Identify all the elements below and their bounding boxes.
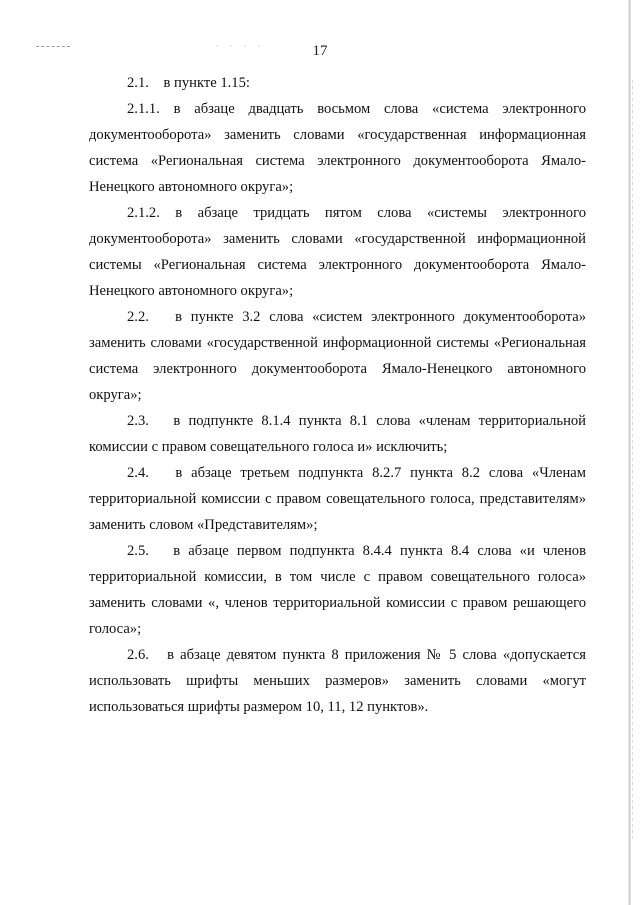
paragraph-2-1-1: 2.1.1. в абзаце двадцать восьмом слова «система электронного документооборота» заменить словами «государственная информационная система «Региональная система электронного документооборота Ямало-Ненецкого автономного округа»; [89,101,586,195]
paragraph-2-1: 2.1. в пункте 1.15: [127,75,250,91]
paragraph-2-1-2: 2.1.2. в абзаце тридцать пятом слова «системы электронного документооборота» заменить словами «государственной информационной системы «Региональная система электронного документооборота Ямало-Ненецкого автономного округа»; [89,205,586,299]
paragraph-2-4: 2.4. в абзаце третьем подпункта 8.2.7 пункта 8.2 слова «Членам территориальной комиссии с правом совещательного голоса, представителям» заменить словом «Представителям»; [89,465,586,533]
paragraph-2-6: 2.6. в абзаце девятом пункта 8 приложения № 5 слова «допускается использовать шрифты меньших размеров» заменить словами «могут использоваться шрифты размером 10, 11, 12 пунктов». [89,647,586,715]
scan-edge-noise [632,80,633,840]
paragraph-2-3: 2.3. в подпункте 8.1.4 пункта 8.1 слова «членам территориальной комиссии с правом совещательного голоса и» исключить; [89,413,586,455]
page-number: 17 [312,43,328,59]
scan-page-edge [628,0,631,905]
paragraph-2-2: 2.2. в пункте 3.2 слова «систем электронного документооборота» заменить словами «государственной информационной системы «Региональная система электронного документооборота Ямало-Ненецкого автономного округа»; [89,309,586,403]
document-body [89,70,586,720]
paragraph-2-5: 2.5. в абзаце первом подпункта 8.4.4 пункта 8.4 слова «и членов территориальной комиссии, в том числе с правом совещательного голоса» заменить словами «, членов территориальной комиссии с правом решающего голоса»; [89,543,586,637]
